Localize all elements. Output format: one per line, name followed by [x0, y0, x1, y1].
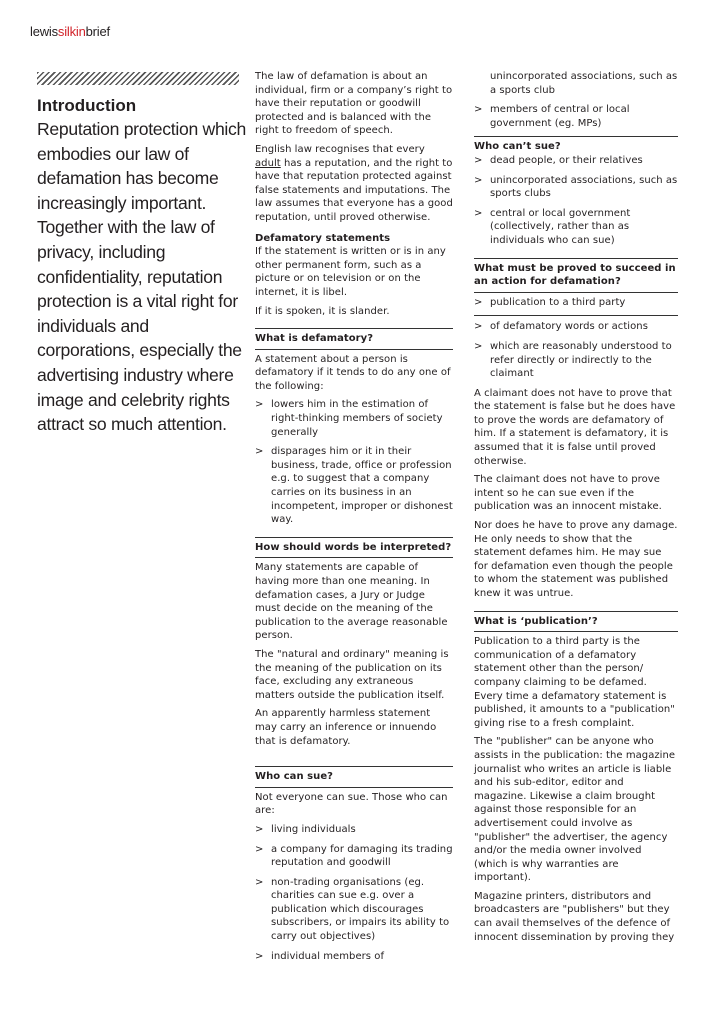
section-rule — [255, 349, 453, 350]
bullet-list — [474, 154, 678, 248]
paragraph: The "natural and ordinary" meaning is the meaning of the publication on its face, excluding any extraneous matters outside the publication itself. — [255, 648, 449, 701]
list-item: > unincorporated associations, such as sports clubs — [474, 174, 678, 201]
bullet-list — [474, 320, 678, 380]
section-rule — [474, 631, 678, 632]
section-rule — [474, 258, 678, 259]
section-rule — [474, 292, 678, 293]
list-item: > disparages him or it in their business, trade, office or profession e.g. to suggest that a company carries on its business in an incompetent, improper or dishonest way. — [255, 445, 453, 527]
section-heading: Defamatory statements — [255, 232, 391, 244]
bullet-list — [255, 398, 453, 526]
paragraph: Nor does he have to prove any damage. He only needs to show that the statement defames him. He may sue for defamation even though the people to whom the statement was published knew it was untrue. — [474, 520, 678, 599]
paragraph: A claimant does not have to prove that the statement is false but he does have to prove the words are defamatory of him. If a statement is defamatory, it is assumed that it is false until proved otherwise. — [474, 387, 676, 467]
list-item: > publication to a third party — [474, 296, 678, 310]
section-heading: Who can’t sue? — [474, 141, 561, 153]
list-item: > individual members of — [255, 950, 453, 964]
bullet-list — [474, 296, 678, 310]
section-rule — [474, 611, 678, 612]
paragraph: Magazine printers, distributors and broadcasters are "publishers" but they can avail themselves of the defence of innocent dissemination by proving they — [474, 890, 675, 943]
section-heading: What is ‘publication’? — [474, 615, 598, 627]
paragraph: Publication to a third party is the communication of a defamatory statement other than the person/ company claiming to be defamed. Every time a defamatory statement is published, it amounts to a "publication" giving rise to a fresh complaint. — [474, 636, 675, 729]
paragraph: If it is spoken, it is slander. — [255, 305, 390, 317]
paragraph: Many statements are capable of having more than one meaning. In defamation cases, a Jury or Judge must decide on the meaning of the publication to the average reasonable person. — [255, 562, 448, 642]
bullet-list — [474, 70, 678, 130]
brand-logo: lewissilkinbrief — [30, 24, 110, 39]
paragraph: A statement about a person is defamatory if it tends to do any one of the following: — [255, 353, 451, 392]
section-rule — [255, 537, 453, 538]
decorative-hatch-bar — [37, 72, 239, 85]
section-rule — [255, 557, 453, 558]
bullet-list — [255, 823, 453, 963]
list-item: > living individuals — [255, 823, 453, 837]
paragraph: Not everyone can sue. Those who can are: — [255, 791, 448, 817]
list-item-continued: unincorporated associations, such as a sports club — [490, 71, 678, 96]
intro-body: Reputation protection which embodies our law of defamation has become increasingly important. Together with the law of privacy, including confidentiality, reputation protection is a vital right for individuals and corporations, especially the advertising industry where image and celebrity rights attract so much attention. — [37, 119, 247, 435]
list-item: > non-trading organisations (eg. charities can sue e.g. over a publication which discourages subscribers, or impairs its ability to carry out objectives) — [255, 876, 453, 944]
list-item: > dead people, or their relatives — [474, 154, 678, 168]
paragraph: If the statement is written or is in any other permanent form, such as a picture or on television or on the internet, it is libel. — [255, 246, 446, 298]
intro-section — [37, 95, 249, 437]
list-item: > members of central or local government (eg. MPs) — [474, 103, 678, 130]
paragraph: The "publisher" can be anyone who assists in the publication: the magazine journalist who writes an article is liable and his sub-editor, editor and magazine. Likewise a claim brought against those responsible for an advertisement could involve as "publisher" the advertiser, the agency and/or the media owner involved (which is why warranties are important). — [474, 736, 676, 884]
paragraph: The law of defamation is about an individual, firm or a company’s right to have their reputation or goodwill protected and is balanced with the right to freedom of speech. — [255, 71, 453, 137]
intro-heading: Introduction — [37, 96, 137, 115]
section-rule — [474, 315, 678, 316]
section-rule — [255, 328, 453, 329]
column-middle — [255, 70, 453, 969]
section-heading: What must be proved to succeed in an action for defamation? — [474, 262, 676, 288]
section-heading: Who can sue? — [255, 771, 334, 783]
list-item: > a company for damaging its trading reputation and goodwill — [255, 843, 453, 870]
paragraph: The claimant does not have to prove intent so he can sue even if the publication was an innocent mistake. — [474, 474, 662, 513]
section-heading: How should words be interpreted? — [255, 541, 452, 553]
paragraph: An apparently harmless statement may carry an inference or innuendo that is defamatory. — [255, 708, 437, 747]
list-item: > of defamatory words or actions — [474, 320, 678, 334]
section-heading: What is defamatory? — [255, 333, 374, 345]
section-rule — [255, 766, 453, 767]
list-item: > which are reasonably understood to refer directly or indirectly to the claimant — [474, 340, 678, 381]
paragraph: English law recognises that every adult has a reputation, and the right to have that reputation protected against false statements and imputations. The law assumes that everyone has a good reputation, until proved otherwise. — [255, 143, 453, 223]
section-rule — [255, 787, 453, 788]
list-item: > central or local government (collectively, rather than as individuals who can sue) — [474, 207, 678, 248]
list-item: > lowers him in the estimation of right-thinking members of society generally — [255, 398, 453, 439]
section-rule — [474, 136, 678, 137]
column-right — [474, 70, 678, 949]
